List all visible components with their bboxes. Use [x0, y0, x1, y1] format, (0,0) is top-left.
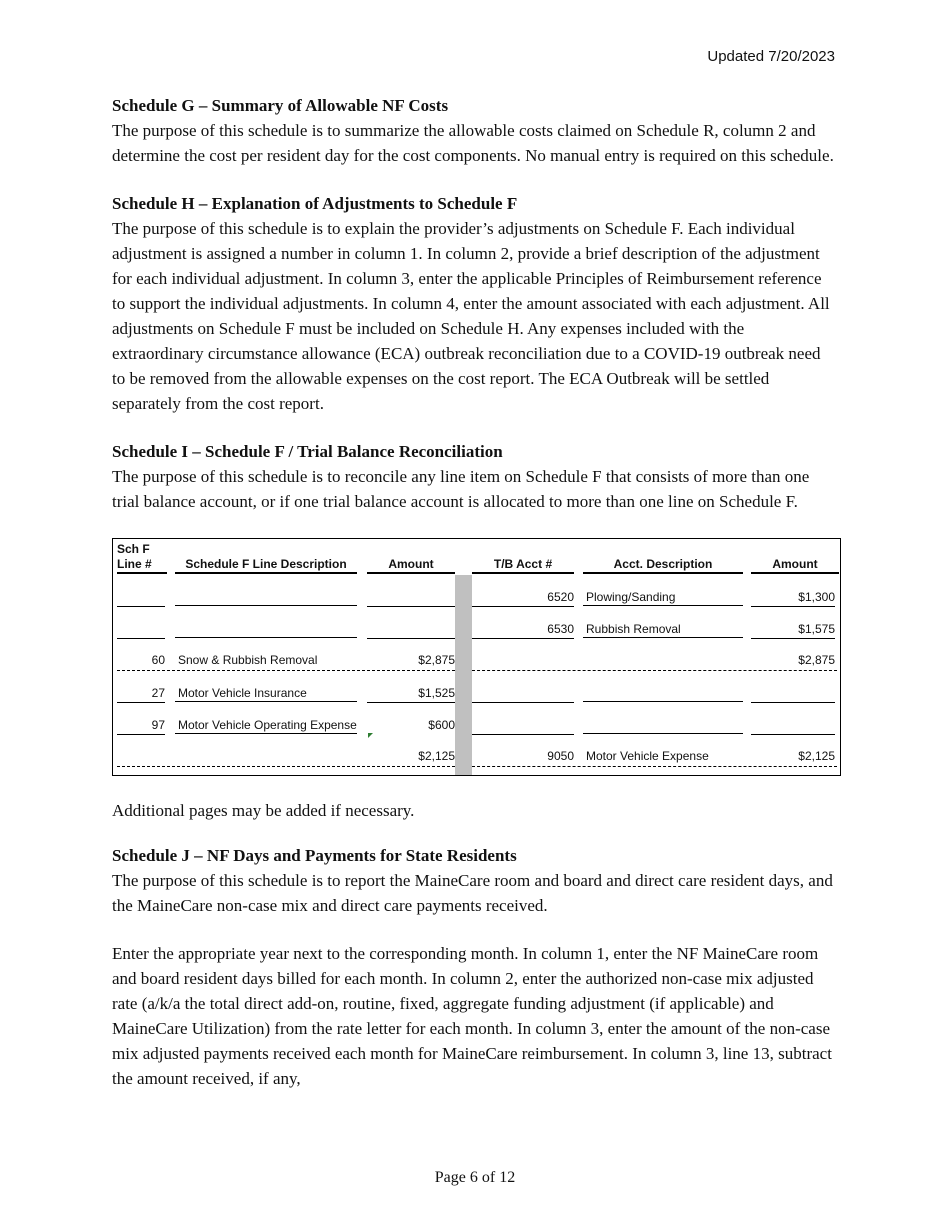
schedule-j-title: Schedule J – NF Days and Payments for State Residents: [112, 846, 517, 865]
table-cell-line: [117, 588, 165, 607]
table-cell-amount-2: [751, 684, 835, 703]
comment-marker-icon: [368, 733, 373, 738]
document-body: [112, 93, 837, 1114]
additional-pages-note: [112, 798, 837, 823]
table-cell-amount-2: [751, 716, 835, 735]
table-cell-amount: [367, 588, 455, 607]
schedule-j-instructions: [112, 941, 837, 1091]
schedule-g-section: [112, 93, 837, 168]
table-cell-amount: $1,525: [367, 684, 455, 703]
header-line-description: Schedule F Line Description: [175, 557, 357, 574]
table-cell-tb-account: [472, 651, 574, 669]
schedule-h-body: The purpose of this schedule is to explain the provider’s adjustments on Schedule F. Each individual adjustment is assigned a number in column 1. In column 2, provide a brief description of the adjustment for each individual adjustment. In column 3, enter the applicable Principles of Reimbursement reference to support the individual adjustments. In column 4, enter the amount associated with each adjustment. All adjustments on Schedule F must be included on Schedule H. Any expenses included with the extraordinary circumstance allowance (ECA) outbreak reconciliation due to a COVID-19 outbreak need to be removed from the allowable expenses on the cost report. The ECA Outbreak will be settled separately from the cost report.: [112, 219, 830, 413]
table-cell-line: [117, 620, 165, 639]
table-cell-amount: $600: [428, 718, 455, 732]
schedule-i-body: The purpose of this schedule is to reconcile any line item on Schedule F that consists of more than one trial balance account, or if one trial balance account is allocated to more than one line on Schedule F.: [112, 467, 810, 511]
table-cell-tb-account: 6530: [472, 620, 574, 639]
table-cell-description: [175, 747, 357, 765]
header-tb-account: T/B Acct #: [472, 557, 574, 574]
table-cell-amount: $2,875: [418, 653, 455, 667]
table-cell-description: Motor Vehicle Operating Expense: [175, 716, 357, 734]
table-cell-account-description: Rubbish Removal: [583, 620, 743, 638]
schedule-i-title: Schedule I – Schedule F / Trial Balance Reconciliation: [112, 442, 503, 461]
header-line-number: [117, 542, 167, 574]
schedule-g-title: Schedule G – Summary of Allowable NF Costs: [112, 96, 449, 115]
header-account-description: Acct. Description: [583, 557, 743, 574]
table-cell-tb-account: [472, 684, 574, 703]
schedule-g-body: The purpose of this schedule is to summarize the allowable costs claimed on Schedule R, column 2 and determine the cost per resident day for the cost components. No manual entry is required on this schedule.: [112, 121, 834, 165]
schedule-h-title: Schedule H – Explanation of Adjustments to Schedule F: [112, 194, 518, 213]
table-cell-description: Snow & Rubbish Removal: [178, 653, 318, 667]
schedule-h-section: [112, 191, 837, 416]
table-cell-account-description: [583, 684, 743, 702]
table-cell-line: [117, 747, 165, 765]
table-cell-tb-account: 9050: [547, 749, 574, 763]
schedule-j-section: [112, 843, 837, 918]
table-cell-amount: $2,125: [418, 749, 455, 763]
table-cell-amount-2: $2,125: [798, 749, 835, 763]
separator-column: [455, 575, 472, 775]
subtotal-dashed-rule-right: [472, 670, 837, 671]
table-cell-line: 27: [117, 684, 165, 703]
header-amount-2: Amount: [751, 557, 839, 574]
table-cell-description: [175, 588, 357, 606]
schedule-j-body-2: Enter the appropriate year next to the corresponding month. In column 1, enter the NF MaineCare room and board resident days billed for each month. In column 2, enter the authorized non-case mix adjusted rate (a/k/a the total direct add-on, routine, fixed, aggregate funding adjustment (if applicable) and MaineCare Utilization) from the rate letter for each month. In column 3, enter the amount of the non-case mix adjusted payments received each month for MaineCare reimbursement. In column 3, line 13, subtract the amount received, if any,: [112, 944, 832, 1088]
table-cell-description: Motor Vehicle Insurance: [175, 684, 357, 702]
table-cell-description: [175, 620, 357, 638]
table-cell-account-description: [583, 716, 743, 734]
table-cell-account-description: Motor Vehicle Expense: [586, 749, 709, 763]
page-number: Page 6 of 12: [434, 1169, 516, 1186]
total-dashed-rule-right: [472, 766, 837, 767]
reconciliation-table: [112, 538, 841, 776]
table-cell-amount: [367, 620, 455, 639]
table-cell-account-description: [583, 651, 743, 669]
total-dashed-rule-left: [117, 766, 455, 767]
table-cell-line: 97: [117, 716, 165, 735]
header-line-number-bottom: Line #: [117, 557, 167, 574]
schedule-j-body-1: The purpose of this schedule is to report the MaineCare room and board and direct care resident days, and the MaineCare non-case mix and direct care payments received.: [112, 871, 833, 915]
table-cell-account-description: Plowing/Sanding: [583, 588, 743, 606]
table-cell-line: 60: [151, 653, 165, 667]
schedule-i-section: [112, 439, 837, 514]
table-cell-tb-account: [472, 716, 574, 735]
updated-date: Updated 7/20/2023: [707, 48, 835, 65]
table-cell-tb-account: 6520: [472, 588, 574, 607]
subtotal-dashed-rule-left: [117, 670, 455, 671]
table-cell-amount-2: $1,575: [751, 620, 835, 639]
table-cell-amount-2: $2,875: [798, 653, 835, 667]
additional-pages-text: Additional pages may be added if necessary.: [112, 801, 415, 820]
table-cell-amount-2: $1,300: [751, 588, 835, 607]
header-amount: Amount: [367, 557, 455, 574]
header-line-number-top: Sch F: [117, 542, 150, 556]
